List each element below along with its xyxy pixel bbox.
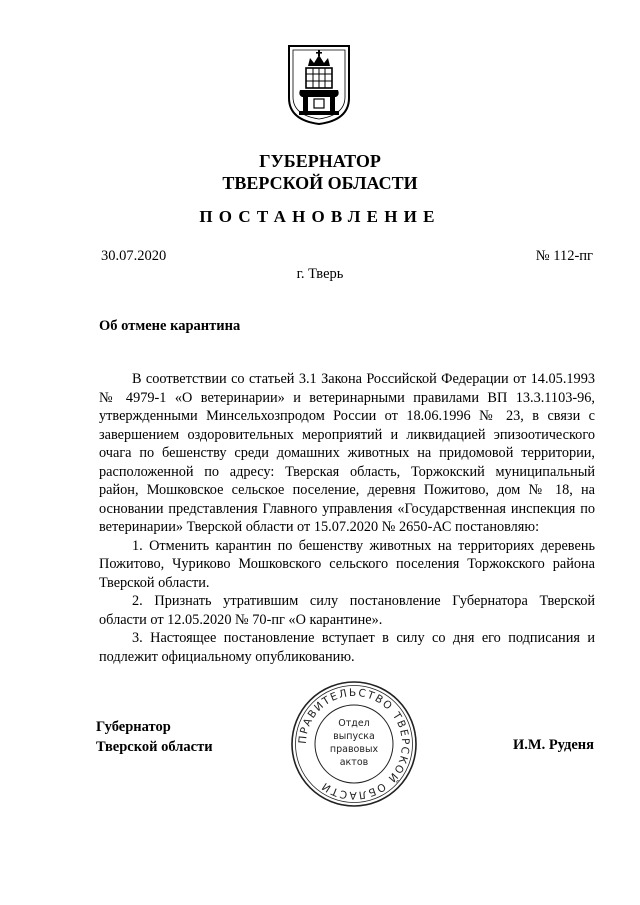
- tver-coat-of-arms-icon: [286, 42, 352, 126]
- signatory-position: [96, 717, 213, 757]
- document-type-heading: ПОСТАНОВЛЕНИЕ: [199, 207, 441, 226]
- signatory-position-line2: Тверской области: [96, 739, 213, 755]
- issuer-title-line1: ГУБЕРНАТОР: [259, 151, 381, 171]
- document-body: [99, 370, 595, 666]
- document-date: 30.07.2020: [101, 248, 167, 264]
- issuer-title-line2: ТВЕРСКОЙ ОБЛАСТИ: [222, 173, 418, 193]
- document-city: г. Тверь: [296, 266, 344, 282]
- body-intro-paragraph: В соответствии со статьей 3.1 Закона Российской Федерации от 14.05.1993 № 4979-1 «О ветеринарии» и ветеринарными правилами ВП 13.3.1103-96, утвержденными Минсельхозпродом России от 18.06.1996 № 23, в связи с завершением оздоровительных мероприятий и ликвидацией эпизоотического очага по бешенству среди домашних животных на придомовой территории, расположенной по адресу: Тверская область, Торжокский муниципальный район, Мошковское сельское поселение, деревня Пожитово, дом № 18, на основании представления Главного управления «Государственная инспекция по ветеринарии» Тверской области от 15.07.2020 № 2650-АС постановляю:: [99, 371, 595, 535]
- stamp-center-line2: выпуска: [333, 731, 375, 742]
- stamp-ring-text: ПРАВИТЕЛЬСТВО ТВЕРСКОЙ ОБЛАСТИ: [296, 686, 412, 802]
- body-item-3: 3. Настоящее постановление вступает в силу со дня его подписания и подлежит официальному опубликованию.: [99, 630, 595, 665]
- signatory-position-line1: Губернатор: [96, 719, 171, 735]
- stamp-center-line1: Отдел: [338, 718, 370, 729]
- document-subject: Об отмене карантина: [99, 318, 241, 334]
- body-item-1: 1. Отменить карантин по бешенству животных на территориях деревень Пожитово, Чуриково Мошковского сельского поселения Торжокского района Тверской области.: [99, 537, 595, 591]
- stamp-center-line4: актов: [339, 757, 369, 768]
- stamp-center-line3: правовых: [329, 744, 379, 755]
- signatory-name: И.М. Руденя: [512, 737, 594, 753]
- document-number: № 112-пг: [535, 248, 593, 264]
- body-item-2: 2. Признать утратившим силу постановление Губернатора Тверской области от 12.05.2020 № 70-пг «О карантине».: [99, 593, 595, 628]
- official-stamp: [289, 679, 419, 809]
